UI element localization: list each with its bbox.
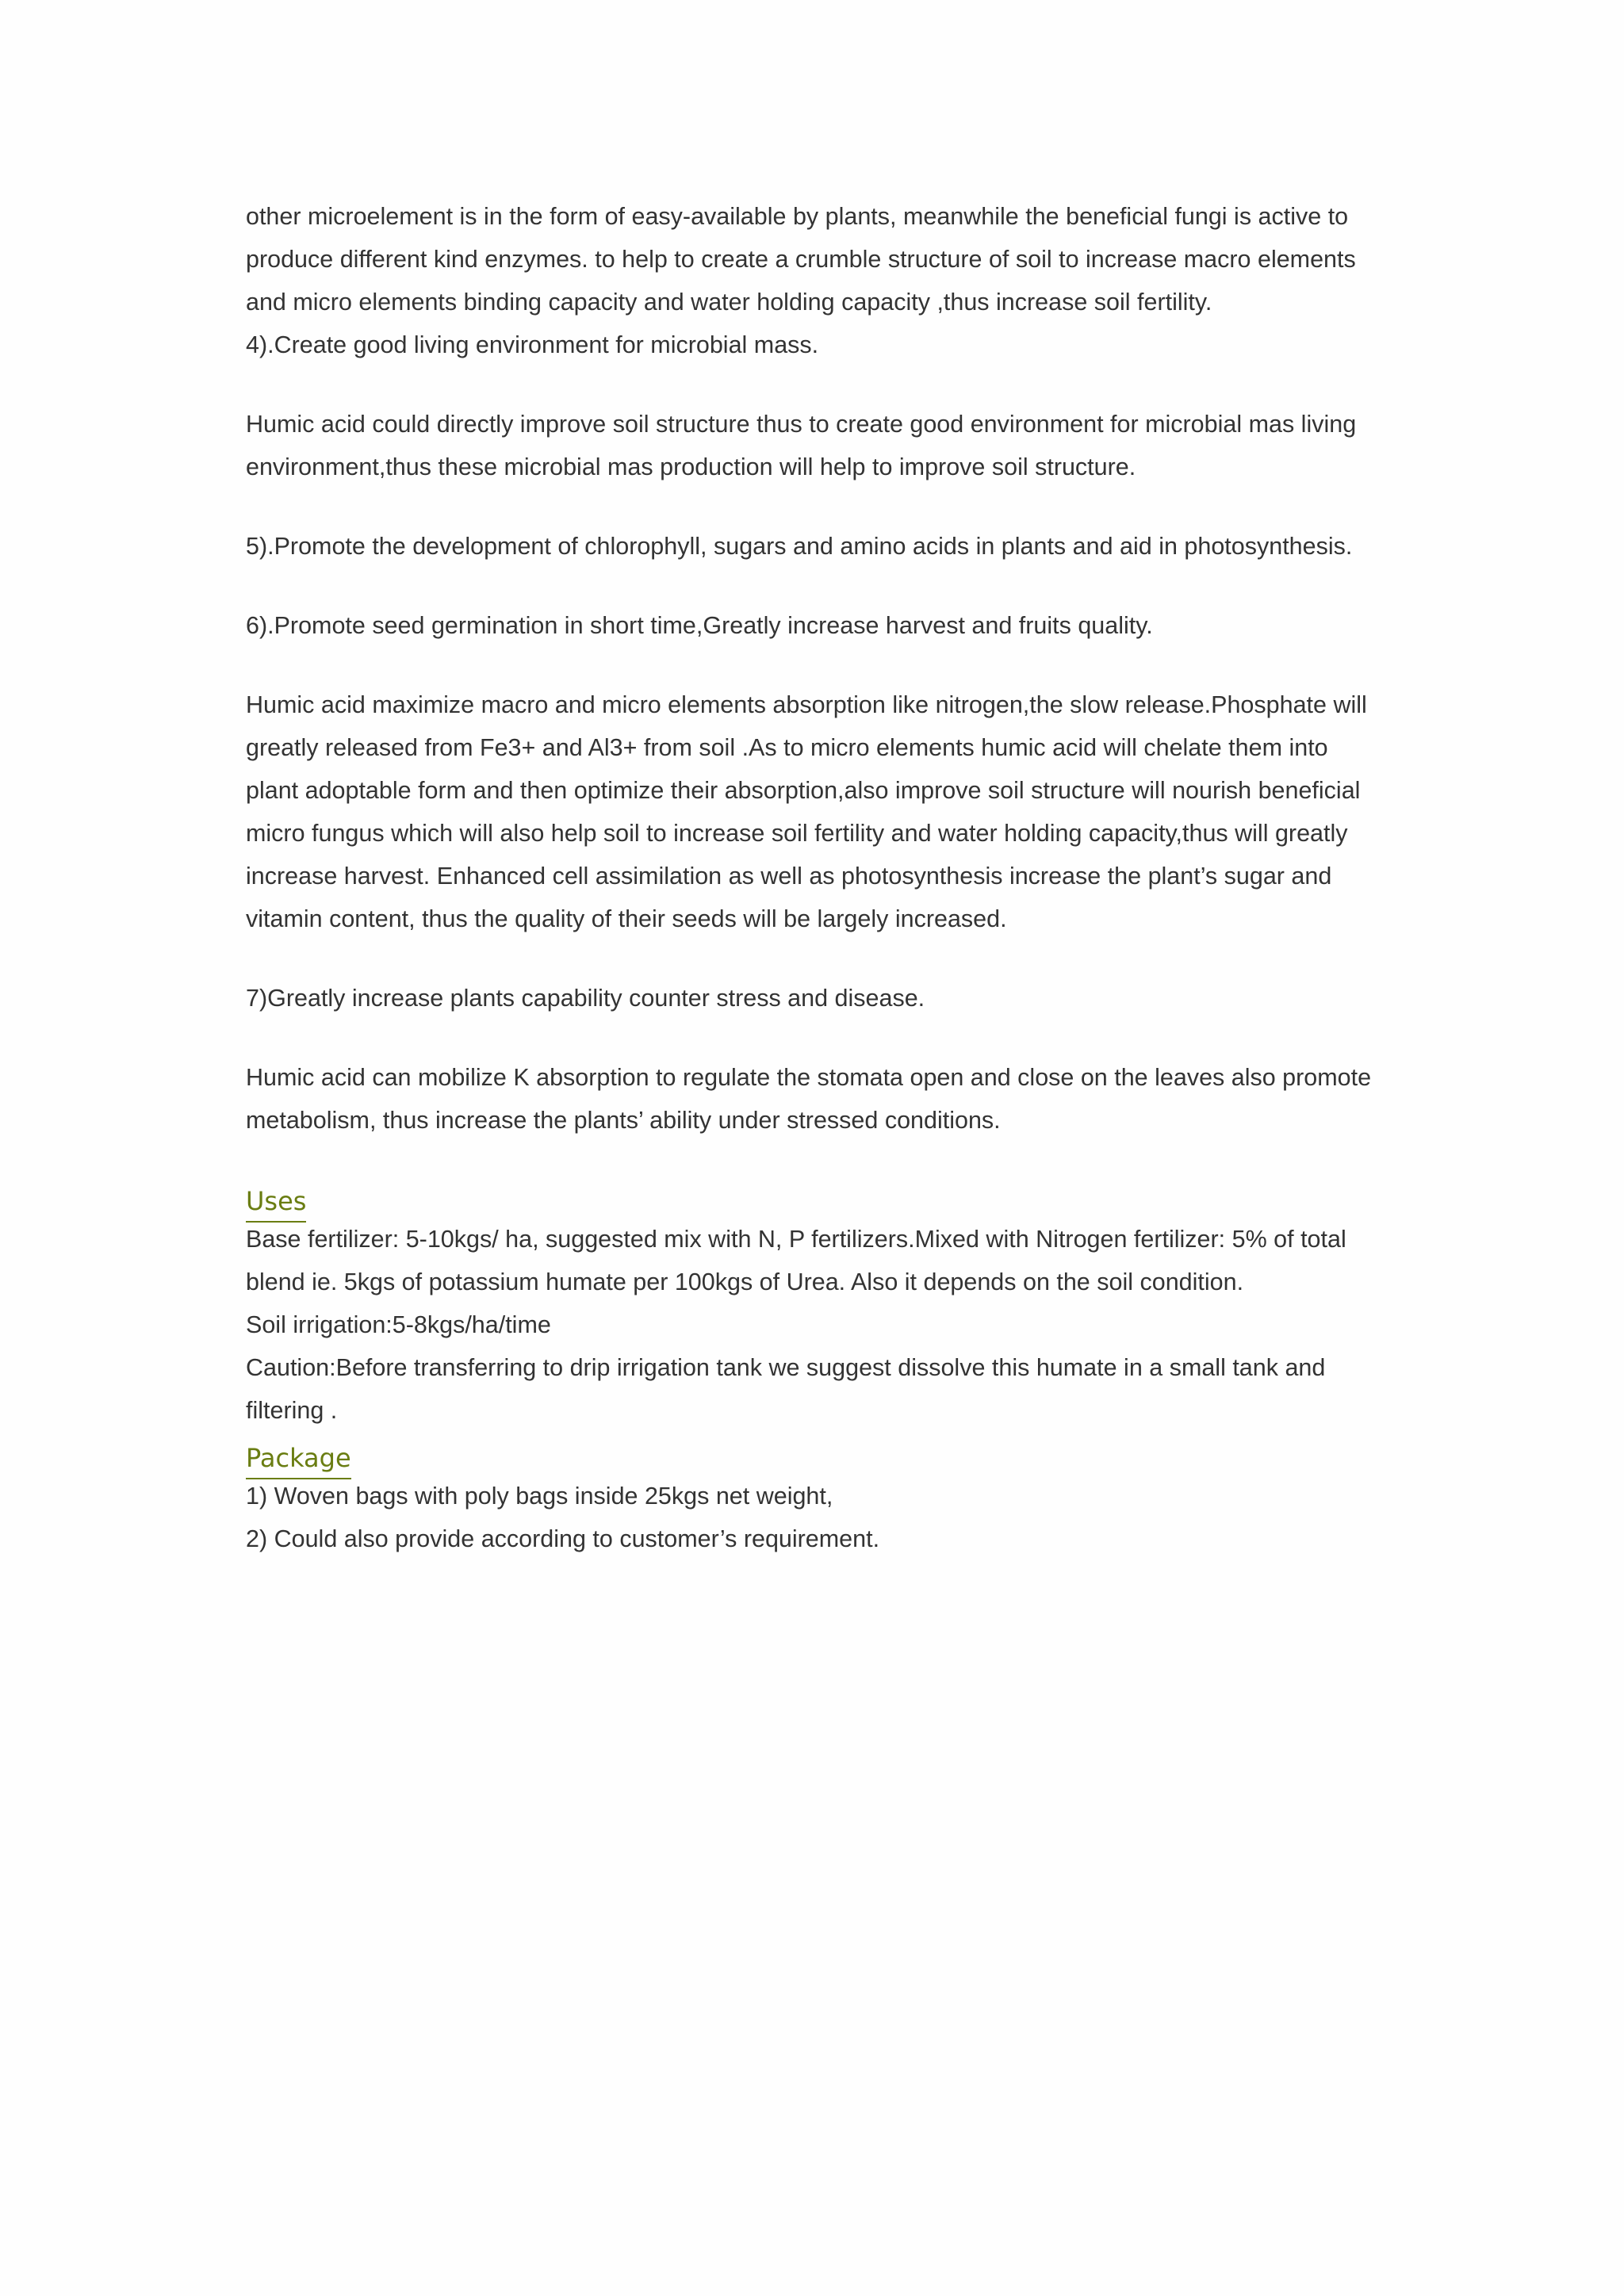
text-line: 2) Could also provide according to customer’s requirement. xyxy=(246,1525,880,1552)
intro-paragraph xyxy=(246,195,1388,366)
text-line: Humic acid can mobilize K absorption to regulate the stomata open and close on the leaves also promote xyxy=(246,1064,1372,1091)
text-line: Base fertilizer: 5-10kgs/ ha, suggested mix with N, P fertilizers.Mixed with Nitrogen fertilizer: 5% of total xyxy=(246,1226,1346,1253)
text-line: metabolism, thus increase the plants’ ability under stressed conditions. xyxy=(246,1107,1001,1134)
point-6-heading: 6).Promote seed germination in short time,Greatly increase harvest and fruits quality. xyxy=(246,612,1153,639)
text-line: micro fungus which will also help soil to increase soil fertility and water holding capacity,thus will greatly xyxy=(246,820,1348,847)
point-5-heading: 5).Promote the development of chlorophyll, sugars and amino acids in plants and aid in photosynthesis. xyxy=(246,533,1353,560)
text-line: greatly released from Fe3+ and Al3+ from soil .As to micro elements humic acid will chelate them into xyxy=(246,734,1328,761)
text-line: 1) Woven bags with poly bags inside 25kgs net weight, xyxy=(246,1483,833,1510)
package-heading-wrap xyxy=(246,1432,1388,1475)
point-5-paragraph xyxy=(246,525,1388,568)
point-7-heading: 7)Greatly increase plants capability counter stress and disease. xyxy=(246,985,925,1012)
uses-section xyxy=(246,1175,1388,1432)
document-body xyxy=(246,195,1388,1560)
point-6-paragraph xyxy=(246,604,1388,647)
text-line: Humic acid maximize macro and micro elements absorption like nitrogen,the slow release.Phosphate will xyxy=(246,691,1367,718)
text-line: increase harvest. Enhanced cell assimilation as well as photosynthesis increase the plant’s sugar and xyxy=(246,863,1332,890)
text-line: other microelement is in the form of easy-available by plants, meanwhile the beneficial fungi is active to xyxy=(246,203,1349,230)
text-line: Soil irrigation:5-8kgs/ha/time xyxy=(246,1311,551,1338)
microbial-paragraph xyxy=(246,403,1388,488)
uses-heading-wrap xyxy=(246,1175,1388,1218)
text-line: produce different kind enzymes. to help to create a crumble structure of soil to increase macro elements xyxy=(246,246,1356,273)
text-line: and micro elements binding capacity and water holding capacity ,thus increase soil fertility. xyxy=(246,289,1212,316)
text-line: blend ie. 5kgs of potassium humate per 100kgs of Urea. Also it depends on the soil condition. xyxy=(246,1269,1244,1295)
stress-paragraph xyxy=(246,1056,1388,1142)
text-line: vitamin content, thus the quality of their seeds will be largely increased. xyxy=(246,905,1007,932)
absorption-paragraph xyxy=(246,683,1388,940)
package-heading: Package xyxy=(246,1438,351,1479)
uses-heading: Uses xyxy=(246,1181,306,1223)
package-section xyxy=(246,1432,1388,1560)
text-line: Caution:Before transferring to drip irrigation tank we suggest dissolve this humate in a small tank and xyxy=(246,1354,1326,1381)
text-line: filtering . xyxy=(246,1397,338,1424)
text-line: plant adoptable form and then optimize their absorption,also improve soil structure will nourish beneficial xyxy=(246,777,1361,804)
point-4-heading: 4).Create good living environment for microbial mass. xyxy=(246,331,819,358)
point-7-paragraph xyxy=(246,977,1388,1020)
text-line: environment,thus these microbial mas production will help to improve soil structure. xyxy=(246,453,1136,480)
text-line: Humic acid could directly improve soil structure thus to create good environment for microbial mas living xyxy=(246,411,1357,438)
